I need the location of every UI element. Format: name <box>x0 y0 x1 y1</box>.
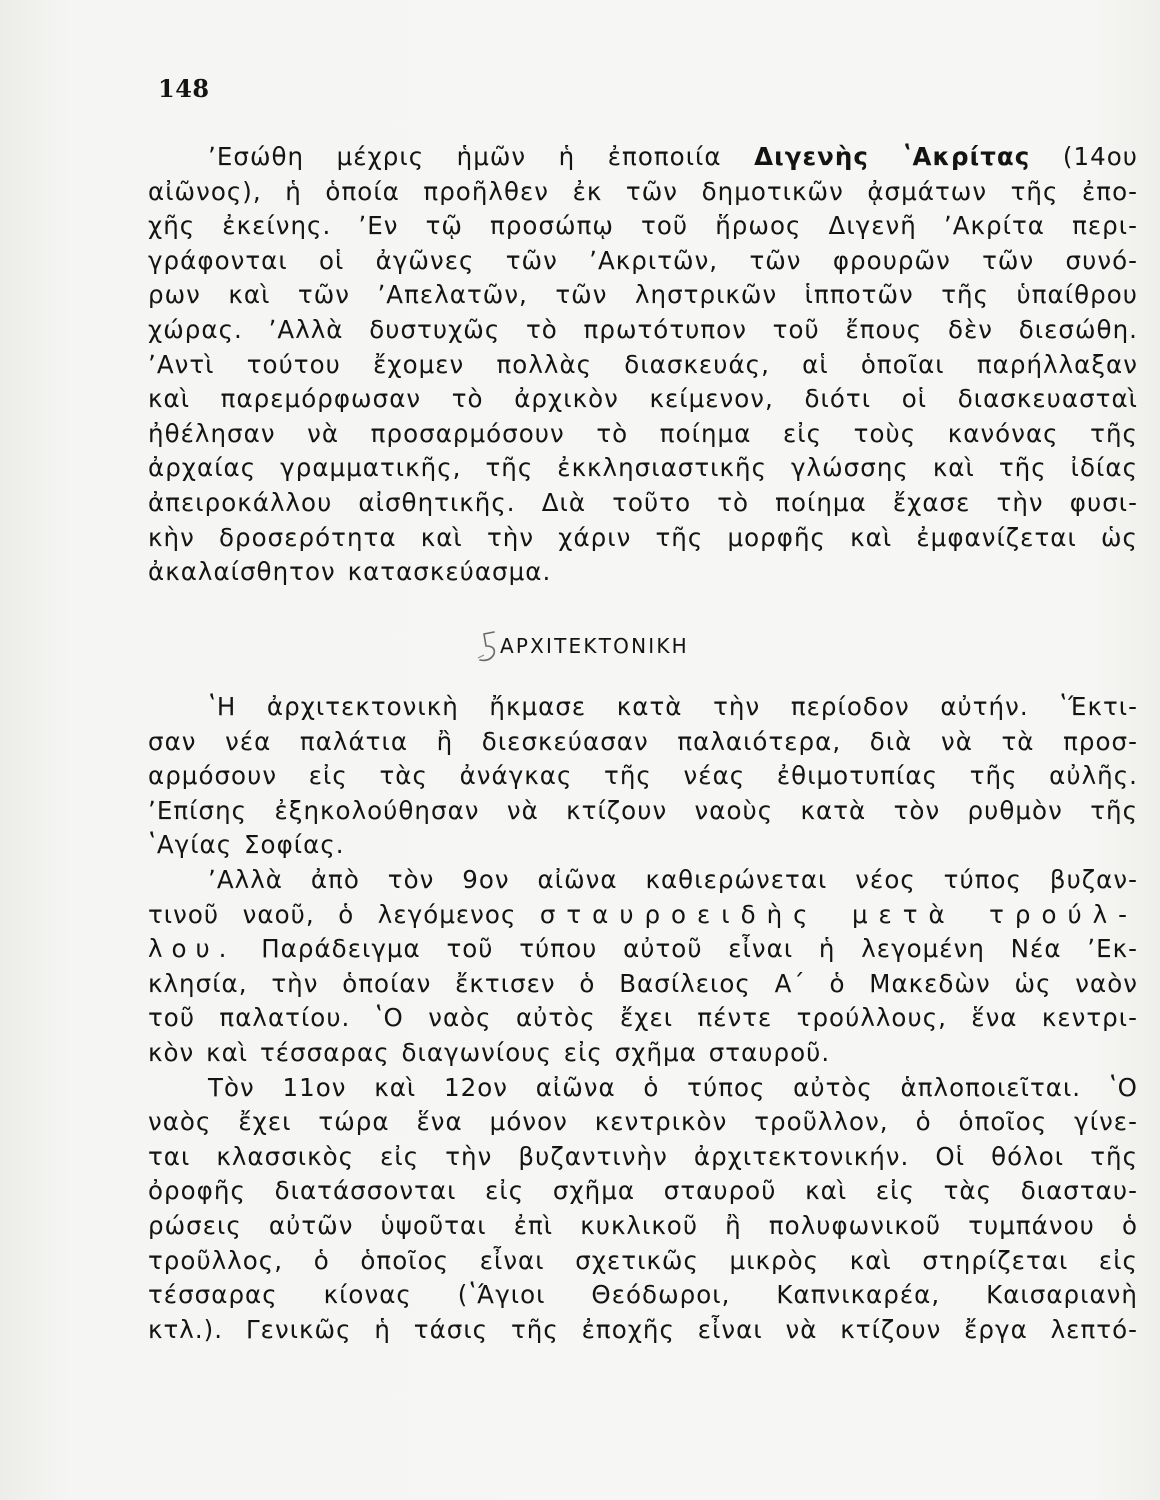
text-line: κὸν καὶ τέσσαρας διαγωνίους εἰς σχῆμα σταυροῦ. <box>148 1037 831 1067</box>
text-line: ἠθέλησαν νὰ προσαρμόσουν τὸ ποίημα εἰς τοὺς κανόνας τῆς <box>148 418 1138 448</box>
spaced-term: σταυροειδὴς μετὰ τρούλ- <box>539 899 1138 929</box>
text-line: ʽΗ ἀρχιτεκτονικὴ ἤκμασε κατὰ τὴν περίοδον αὐτήν. ʽΈκτι- <box>208 692 1138 721</box>
text-line: ἀπειροκάλλου αἰσθητικῆς. Διὰ τοῦτο τὸ ποίημα ἔχασε τὴν φυσι- <box>148 487 1138 517</box>
text-line: ʽΑγίας Σοφίας. <box>148 830 345 860</box>
text-line: ʼΑλλὰ ἀπὸ τὸν 9ον αἰῶνα καθιερώνεται νέος τύπος βυζαν- <box>208 864 1138 894</box>
text-line: κλησία, τὴν ὁποίαν ἔκτισεν ὁ Βασίλειος Α΄ ὁ Μακεδὼν ὡς ναὸν <box>148 968 1138 998</box>
text-line: ʼΕσώθη μέχρις ἡμῶν ἡ ἐποποιία Διγενὴς ʽΑκρίτας (14ου <box>208 142 1139 171</box>
text-line: χώρας. ʼΑλλὰ δυστυχῶς τὸ πρωτότυπον τοῦ ἔπους δὲν διεσώθη. <box>148 314 1138 344</box>
text-line: ʼΑντὶ τούτου ἔχομεν πολλὰς διασκευάς, αἱ ὁποῖαι παρήλλαξαν <box>148 349 1138 379</box>
text-line: γράφονται οἱ ἀγῶνες τῶν ʼΑκριτῶν, τῶν φρουρῶν τῶν συνό- <box>148 245 1138 275</box>
section-heading: ΑΡΧΙΤΕΚΤΟΝΙΚΗ <box>500 634 689 658</box>
text-line: ρώσεις αὐτῶν ὑψοῦται ἐπὶ κυκλικοῦ ἢ πολυφωνικοῦ τυμπάνου ὁ <box>148 1210 1138 1240</box>
text-line: ʼΕπίσης ἐξηκολούθησαν νὰ κτίζουν ναοὺς κατὰ τὸν ρυθμὸν τῆς <box>148 795 1138 825</box>
text-line: αρμόσουν εἰς τὰς ἀνάγκας τῆς νέας ἐθιμοτυπίας τῆς αὐλῆς. <box>148 761 1138 791</box>
text-line: τοῦ παλατίου. ʽΟ ναὸς αὐτὸς ἔχει πέντε τρούλλους, ἕνα κεντρι- <box>148 1003 1138 1033</box>
text-line: τέσσαρας κίονας (ʽΆγιοι Θεόδωροι, Καπνικαρέα, Καισαριανὴ <box>148 1280 1138 1310</box>
text-line: Τὸν 11ον καὶ 12ον αἰῶνα ὁ τύπος αὐτὸς ἁπλοποιεῖται. ʽΟ <box>208 1072 1138 1102</box>
handwritten-mark <box>476 628 500 668</box>
text-line: τινοῦ ναοῦ, ὁ λεγόμενος σταυροειδὴς μετὰ τρούλ- <box>148 899 1138 929</box>
text-line: χῆς ἐκείνης. ʼΕν τῷ προσώπῳ τοῦ ἥρωος Διγενῆ ʼΑκρίτα περι- <box>148 211 1138 241</box>
section-architecture-body <box>148 690 1138 1347</box>
text-line: λου. Παράδειγμα τοῦ τύπου αὐτοῦ εἶναι ἡ λεγομένη Νέα ʼΕκ- <box>148 934 1138 964</box>
page-number: 148 <box>158 74 210 103</box>
text-line: τροῦλλος, ὁ ὁποῖος εἶναι σχετικῶς μικρὸς καὶ στηρίζεται εἰς <box>148 1245 1138 1275</box>
text-line: ρων καὶ τῶν ʼΑπελατῶν, τῶν ληστρικῶν ἱπποτῶν τῆς ὑπαίθρου <box>148 280 1138 310</box>
text-line: ἀκαλαίσθητον κατασκεύασμα. <box>148 557 552 587</box>
text-line: ἀρχαίας γραμματικῆς, τῆς ἐκκλησιαστικῆς γλώσσης καὶ τῆς ἰδίας <box>148 453 1138 483</box>
epic-title: Διγενὴς ʽΑκρίτας <box>754 142 1031 171</box>
text-line: ναὸς ἔχει τώρα ἕνα μόνον κεντρικὸν τροῦλλον, ὁ ὁποῖος γίνε- <box>148 1107 1138 1137</box>
text-line: κὴν δροσερότητα καὶ τὴν χάριν τῆς μορφῆς καὶ ἐμφανίζεται ὡς <box>148 522 1138 552</box>
text-line: αἰῶνος), ἡ ὁποία προῆλθεν ἐκ τῶν δημοτικῶν ᾀσμάτων τῆς ἐπο- <box>148 176 1138 206</box>
text-line: ὀροφῆς διατάσσονται εἰς σχῆμα σταυροῦ καὶ εἰς τὰς διασταυ- <box>148 1176 1138 1206</box>
text-line: καὶ παρεμόρφωσαν τὸ ἀρχικὸν κείμενον, διότι οἱ διασκευασταὶ <box>148 384 1138 414</box>
text-line: ται κλασσικὸς εἰς τὴν βυζαντινὴν ἀρχιτεκτονικήν. Οἱ θόλοι τῆς <box>148 1141 1138 1171</box>
spaced-term: λου. <box>148 934 236 964</box>
text-line: κτλ.). Γενικῶς ἡ τάσις τῆς ἐποχῆς εἶναι νὰ κτίζουν ἔργα λεπτό- <box>148 1314 1138 1344</box>
paragraph-digenis-akritas <box>148 140 1138 590</box>
text-line: σαν νέα παλάτια ἢ διεσκεύασαν παλαιότερα, διὰ νὰ τὰ προσ- <box>148 726 1138 756</box>
